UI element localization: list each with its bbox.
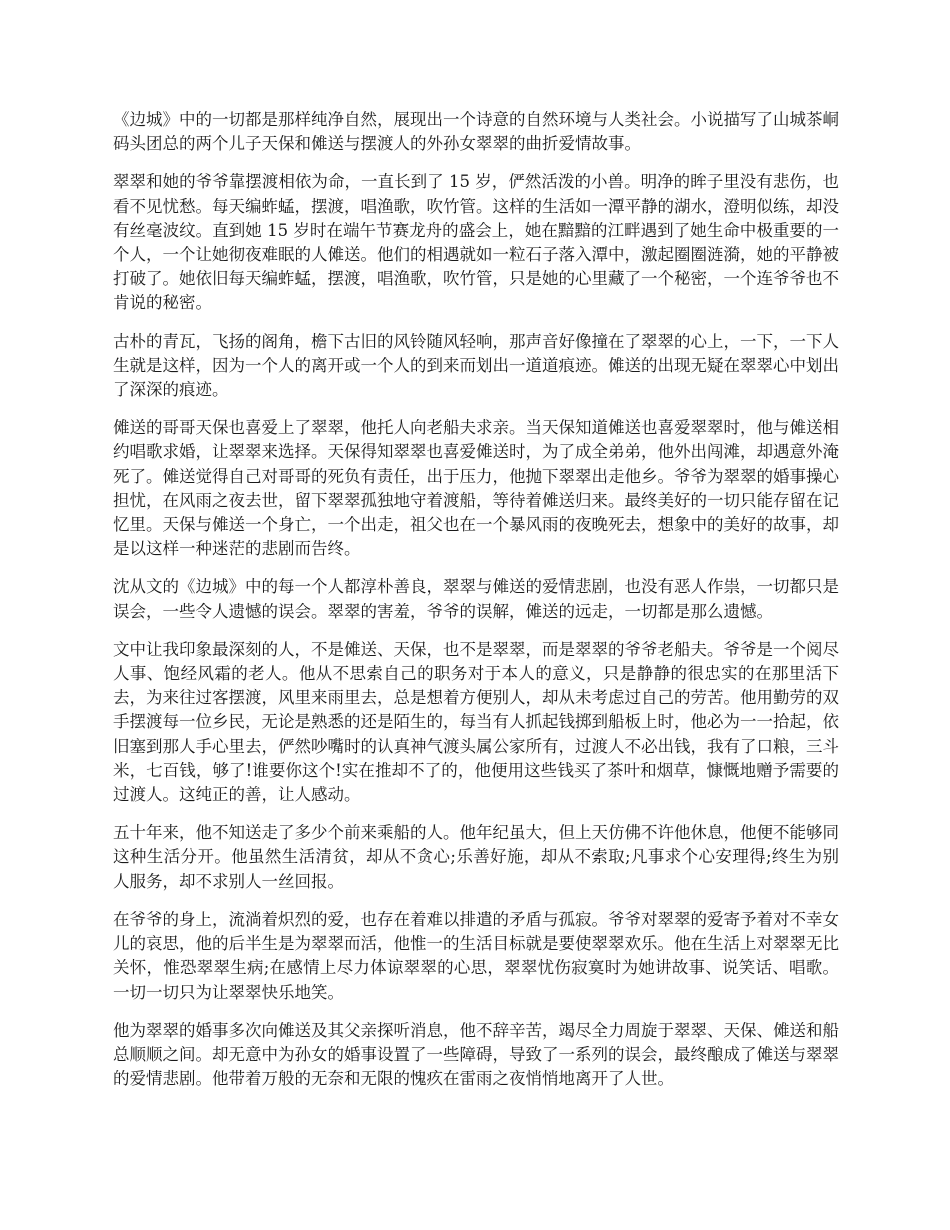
document-body [113,108,839,1105]
paragraph-1: 《边城》中的一切都是那样纯净自然，展现出一个诗意的自然环境与人类社会。小说描写了山城茶峒码头团总的两个儿子天保和傩送与摆渡人的外孙女翠翠的曲折爱情故事。 [113,110,839,154]
paragraph-8: 在爷爷的身上，流淌着炽烈的爱，也存在着难以排遣的矛盾与孤寂。爷爷对翠翠的爱寄予着对不幸女儿的哀思，他的后半生是为翠翠而活，他惟一的生活目标就是要使翠翠欢乐。他在生活上对翠翠无比关怀，惟恐翠翠生病;在感情上尽力体谅翠翠的心思，翠翠忧伤寂寞时为她讲故事、说笑话、唱歌。一切一切只为让翠翠快乐地笑。 [113,909,839,1002]
paragraph-3: 古朴的青瓦，飞扬的阁角，檐下古旧的风铃随风轻响，那声音好像撞在了翠翠的心上，一下，一下人生就是这样，因为一个人的离开或一个人的到来而划出一道道痕迹。傩送的出现无疑在翠翠心中划出了深深的痕迹。 [113,331,839,400]
paragraph-2: 翠翠和她的爷爷靠摆渡相依为命，一直长到了 15 岁，俨然活泼的小兽。明净的眸子里没有悲伤，也看不见忧愁。每天编蚱蜢，摆渡，唱渔歌，吹竹管。这样的生活如一潭平静的湖水，澄明似练，却没有丝毫波纹。直到她 15 岁时在端午节赛龙舟的盛会上，她在黯黯的江畔遇到了她生命中极重要的一个人，一个让她彻夜难眠的人傩送。他们的相遇就如一粒石子落入潭中，激起圈圈涟漪，她的平静被打破了。她依旧每天编蚱蜢，摆渡，唱渔歌，吹竹管，只是她的心里藏了一个秘密，一个连爷爷也不肯说的秘密。 [113,172,839,313]
paragraph-7: 五十年来，他不知送走了多少个前来乘船的人。他年纪虽大，但上天仿佛不许他休息，他便不能够同这种生活分开。他虽然生活清贫，却从不贪心;乐善好施，却从不索取;凡事求个心安理得;终生为别人服务，却不求别人一丝回报。 [113,823,839,891]
paragraph-6: 文中让我印象最深刻的人，不是傩送、天保，也不是翠翠，而是翠翠的爷爷老船夫。爷爷是一个阅尽人事、饱经风霜的老人。他从不思索自己的职务对于本人的意义，只是静静的很忠实的在那里活下去，为来往过客摆渡，风里来雨里去，总是想着方便别人，却从未考虑过自己的劳苦。他用勤劳的双手摆渡每一位乡民，无论是熟悉的还是陌生的，每当有人抓起钱掷到船板上时，他必为一一拾起，依旧塞到那人手心里去，俨然吵嘴时的认真神气渡头属公家所有，过渡人不必出钱，我有了口粮，三斗米，七百钱，够了!谁要你这个!实在推却不了的，他便用这些钱买了茶叶和烟草，慷慨地赠予需要的过渡人。这纯正的善，让人感动。 [113,639,839,805]
paragraph-4: 傩送的哥哥天保也喜爱上了翠翠，他托人向老船夫求亲。当天保知道傩送也喜爱翠翠时，他与傩送相约唱歌求婚，让翠翠来选择。天保得知翠翠也喜爱傩送时，为了成全弟弟，他外出闯滩，却遇意外淹死了。傩送觉得自己对哥哥的死负有责任，出于压力，他抛下翠翠出走他乡。爷爷为翠翠的婚事操心担忧，在风雨之夜去世，留下翠翠孤独地守着渡船，等待着傩送归来。最终美好的一切只能存留在记忆里。天保与傩送一个身亡，一个出走，祖父也在一个暴风雨的夜晚死去，想象中的美好的故事，却是以这样一种迷茫的悲剧而告终。 [113,418,839,559]
paragraph-5: 沈从文的《边城》中的每一个人都淳朴善良，翠翠与傩送的爱情悲剧，也没有恶人作祟，一切都只是误会，一些令人遗憾的误会。翠翠的害羞，爷爷的误解，傩送的远走，一切都是那么遗憾。 [113,577,839,621]
paragraph-9: 他为翠翠的婚事多次向傩送及其父亲探听消息，他不辞辛苦，竭尽全力周旋于翠翠、天保、傩送和船总顺顺之间。却无意中为孙女的婚事设置了一些障碍，导致了一系列的误会，最终酿成了傩送与翠翠的爱情悲剧。他带着万般的无奈和无限的愧疚在雷雨之夜悄悄地离开了人世。 [113,1020,839,1089]
